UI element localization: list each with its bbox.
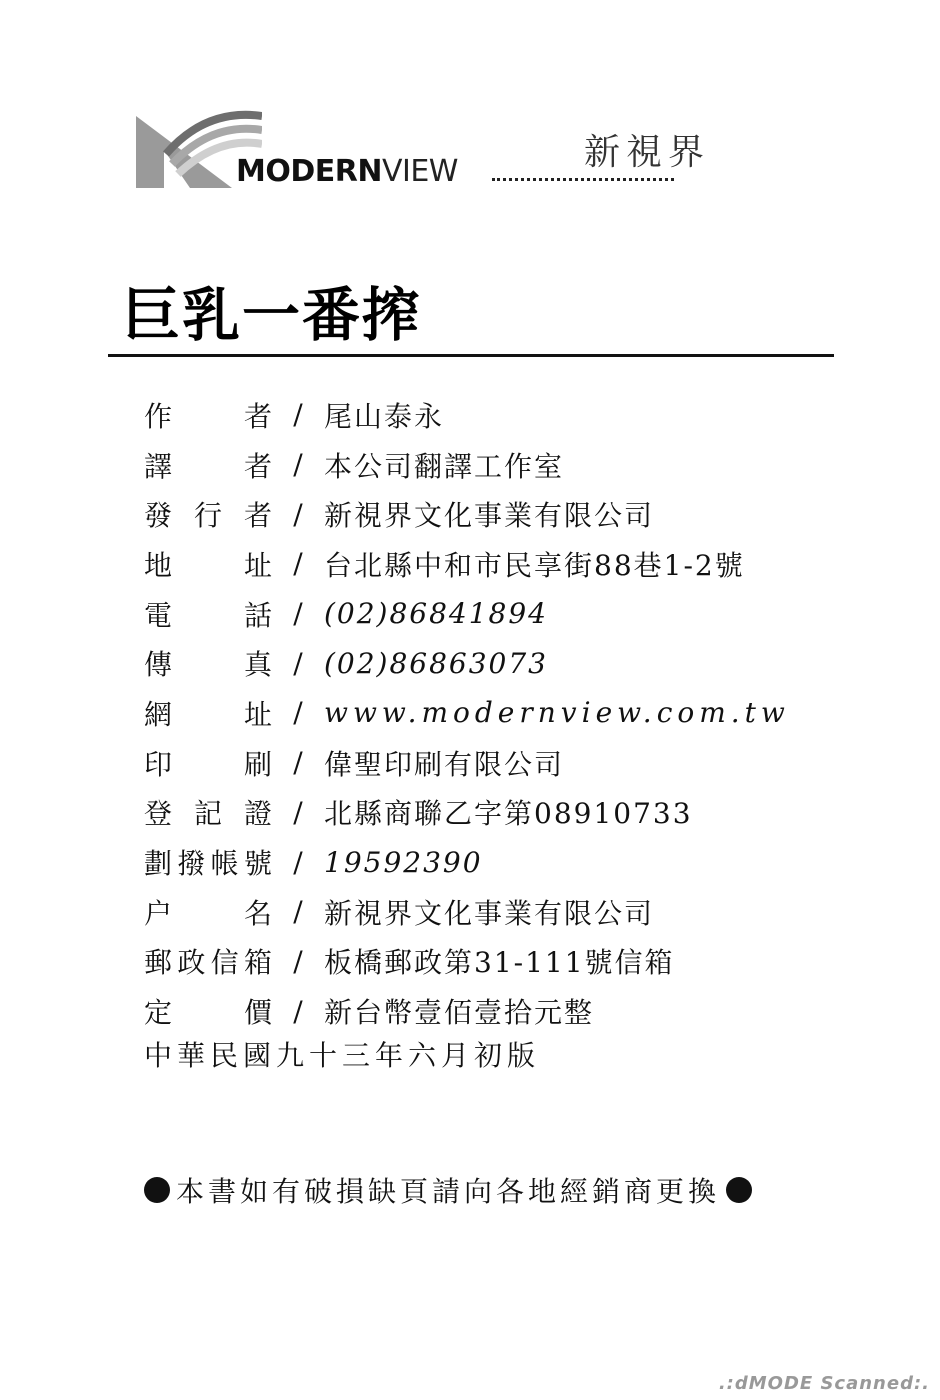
info-label-char: 行: [193, 499, 222, 533]
info-value: 偉聖印刷有限公司: [324, 747, 565, 781]
info-separator: /: [293, 547, 303, 581]
info-label: [144, 445, 272, 485]
info-separator: /: [293, 845, 303, 879]
info-label: [144, 544, 272, 584]
info-value: www.modernview.com.tw: [324, 696, 790, 730]
info-value: 新視界文化事業有限公司: [324, 896, 655, 930]
info-label-char: 址: [243, 697, 272, 731]
info-label: [144, 792, 272, 832]
logo-wordmark: [236, 154, 458, 190]
info-label: [144, 594, 272, 634]
info-label-char: 話: [243, 598, 272, 632]
info-label-char: 政: [177, 946, 206, 980]
info-label-char: 號: [243, 847, 272, 881]
notice-text: 本書如有破損缺頁請向各地經銷商更換: [176, 1175, 721, 1208]
info-label: [144, 693, 272, 733]
info-separator: /: [293, 944, 303, 978]
info-row: [144, 489, 844, 539]
info-label-char: 址: [243, 548, 272, 582]
info-row: [144, 539, 844, 589]
info-row: [144, 887, 844, 937]
info-value: 新台幣壹佰壹拾元整: [324, 996, 595, 1030]
info-label-char: 箱: [243, 946, 272, 980]
info-label-char: 者: [243, 449, 272, 483]
info-label-char: 電: [144, 598, 173, 632]
info-label-char: 印: [144, 747, 173, 781]
info-label-char: 證: [243, 797, 272, 831]
info-value: (02)86863073: [324, 646, 548, 680]
bullet-left-icon: [144, 1177, 170, 1203]
colophon-info-list: [144, 390, 844, 1036]
info-separator: /: [293, 696, 303, 730]
info-label-char: 户: [144, 896, 173, 930]
replacement-notice: [144, 1170, 752, 1210]
info-separator: /: [293, 646, 303, 680]
info-value: 台北縣中和市民享街88巷1-2號: [324, 548, 745, 582]
info-label: [144, 743, 272, 783]
info-value: 板橋郵政第31-111號信箱: [324, 946, 675, 980]
book-title: 巨乳一番搾: [122, 281, 423, 349]
info-row: [144, 688, 844, 738]
info-separator: /: [293, 746, 303, 780]
info-label-char: 撥: [177, 847, 206, 881]
info-label: [144, 494, 272, 534]
info-label: [144, 892, 272, 932]
logo-brand-bold: MODERN: [236, 154, 382, 189]
title-divider: [108, 354, 834, 357]
edition-line: 中華民國九十三年六月初版: [144, 1039, 541, 1072]
info-label: [144, 991, 272, 1031]
info-row: [144, 937, 844, 987]
info-value: 北縣商聯乙字第08910733: [324, 797, 693, 831]
logo-brand-light: VIEW: [381, 154, 458, 189]
info-label: [144, 842, 272, 882]
info-label-char: 發: [144, 499, 173, 533]
info-label-char: 信: [210, 946, 239, 980]
info-separator: /: [293, 597, 303, 631]
info-label: [144, 643, 272, 683]
info-label-char: 登: [144, 797, 173, 831]
info-value: (02)86841894: [324, 597, 548, 631]
info-label-char: 名: [243, 896, 272, 930]
info-row: [144, 837, 844, 887]
info-label-char: 帳: [210, 847, 239, 881]
info-label-char: 傳: [144, 648, 173, 682]
info-row: [144, 390, 844, 440]
info-label-char: 作: [144, 399, 173, 433]
info-value: 新視界文化事業有限公司: [324, 499, 655, 533]
info-label-char: 定: [144, 996, 173, 1030]
info-separator: /: [293, 895, 303, 929]
info-value: 尾山泰永: [324, 399, 445, 433]
info-value: 本公司翻譯工作室: [324, 449, 565, 483]
publisher-name: 新視界: [584, 132, 711, 173]
info-label-char: 價: [243, 996, 272, 1030]
info-row: [144, 440, 844, 490]
info-label-char: 真: [243, 648, 272, 682]
info-label: [144, 941, 272, 981]
info-row: [144, 986, 844, 1036]
info-separator: /: [293, 795, 303, 829]
info-separator: /: [293, 497, 303, 531]
logo-dotted-line: [492, 178, 674, 181]
info-label-char: 劃: [144, 847, 173, 881]
info-row: [144, 788, 844, 838]
info-row: [144, 589, 844, 639]
info-value: 19592390: [324, 845, 483, 879]
info-label-char: 譯: [144, 449, 173, 483]
info-label: [144, 395, 272, 435]
info-row: [144, 638, 844, 688]
info-label-char: 者: [243, 499, 272, 533]
scan-credit: .:dMODE Scanned:.: [718, 1373, 930, 1394]
info-label-char: 地: [144, 548, 173, 582]
info-label-char: 刷: [243, 747, 272, 781]
info-separator: /: [293, 448, 303, 482]
info-row: [144, 738, 844, 788]
info-separator: /: [293, 994, 303, 1028]
info-label-char: 網: [144, 697, 173, 731]
info-label-char: 郵: [144, 946, 173, 980]
info-label-char: 記: [193, 797, 222, 831]
info-label-char: 者: [243, 399, 272, 433]
info-separator: /: [293, 398, 303, 432]
bullet-right-icon: [726, 1177, 752, 1203]
